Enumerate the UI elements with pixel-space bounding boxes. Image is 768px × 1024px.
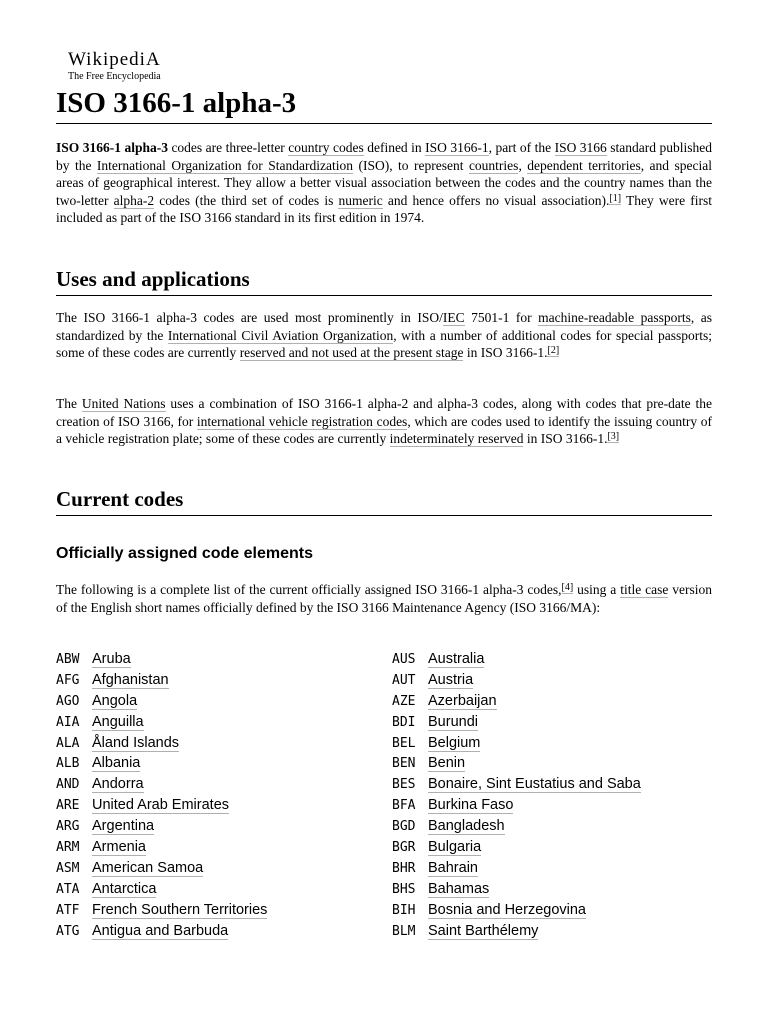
country-code: BGD xyxy=(392,819,416,835)
country-link[interactable]: Azerbaijan xyxy=(428,692,497,709)
uses-paragraph-1 xyxy=(56,309,712,362)
reference-2[interactable]: [2] xyxy=(547,345,560,357)
heading-current-codes: Current codes xyxy=(56,486,712,516)
code-list-item xyxy=(392,670,641,691)
code-list-item xyxy=(56,858,267,879)
reference-4[interactable]: [4] xyxy=(561,582,574,593)
country-code: BEN xyxy=(392,756,416,772)
code-list-item xyxy=(392,795,641,816)
country-link[interactable]: Antigua and Barbuda xyxy=(92,922,229,939)
code-column-right xyxy=(392,649,641,941)
heading-uses: Uses and applications xyxy=(56,266,712,296)
country-link[interactable]: Bonaire, Sint Eustatius and Saba xyxy=(428,776,641,793)
wikipedia-logo[interactable] xyxy=(68,50,161,83)
link-united-nations[interactable]: United Nations xyxy=(81,396,166,411)
country-link[interactable]: Burundi xyxy=(428,713,478,730)
link-iso-3166[interactable]: ISO 3166 xyxy=(554,140,607,155)
country-code: AIA xyxy=(56,714,80,730)
country-link[interactable]: Bosnia and Herzegovina xyxy=(428,901,586,918)
country-code: BLM xyxy=(392,923,416,939)
country-link[interactable]: Burkina Faso xyxy=(428,797,514,814)
country-code: ALA xyxy=(56,735,80,751)
reference-1[interactable]: [1] xyxy=(609,192,622,204)
country-code: AZE xyxy=(392,693,416,709)
country-link[interactable]: Argentina xyxy=(92,818,155,835)
text: version of the English short names officially defined by the ISO 3166 Maintenance Agency (ISO 3166/MA): xyxy=(56,582,712,615)
country-code: BEL xyxy=(392,735,416,751)
country-link[interactable]: Anguilla xyxy=(92,713,144,730)
code-list-item xyxy=(56,816,267,837)
country-link[interactable]: Antarctica xyxy=(92,880,157,897)
country-code: AND xyxy=(56,777,80,793)
text: codes (the third set of codes is xyxy=(154,192,339,208)
text: using a xyxy=(573,582,621,597)
link-icao[interactable]: International Civil Aviation Organization xyxy=(167,327,394,343)
country-code: AGO xyxy=(56,693,80,709)
country-link[interactable]: American Samoa xyxy=(92,859,204,876)
text: in ISO 3166-1. xyxy=(463,345,548,361)
country-code: ATA xyxy=(56,881,80,897)
current-codes-paragraph xyxy=(56,581,712,616)
text: in ISO 3166-1. xyxy=(523,431,608,447)
code-column-left xyxy=(56,649,267,941)
country-code: BGR xyxy=(392,840,416,856)
link-iec[interactable]: IEC xyxy=(442,310,465,325)
code-list-item xyxy=(392,691,641,712)
link-vehicle-registration-codes[interactable]: international vehicle registration codes xyxy=(196,413,408,429)
intro-bold-term: ISO 3166-1 alpha-3 xyxy=(56,140,168,155)
country-code: ALB xyxy=(56,756,80,772)
country-code: AUT xyxy=(392,672,416,688)
code-list-item xyxy=(392,921,641,942)
link-indeterminately-reserved[interactable]: indeterminately reserved xyxy=(389,431,524,447)
country-code: BIH xyxy=(392,902,416,918)
code-list-item xyxy=(392,879,641,900)
code-list-item xyxy=(392,753,641,774)
code-list-item xyxy=(56,900,267,921)
country-code: ATG xyxy=(56,923,80,939)
code-list-item xyxy=(56,733,267,754)
uses-paragraph-2 xyxy=(56,395,712,448)
reference-3[interactable]: [3] xyxy=(607,431,620,443)
code-list-item xyxy=(56,879,267,900)
text: The ISO 3166-1 alpha-3 codes are used most prominently in ISO/ xyxy=(56,310,443,325)
country-code: AFG xyxy=(56,672,80,688)
link-countries[interactable]: countries xyxy=(468,157,519,173)
country-code: BHR xyxy=(392,860,416,876)
text: , which are codes used to identify the issuing country of a vehicle registration plate; some of these codes are currently xyxy=(56,413,713,447)
country-link[interactable]: Australia xyxy=(428,651,485,667)
text: defined in xyxy=(363,140,426,155)
code-list-item xyxy=(392,837,641,858)
text: , as standardized by the xyxy=(56,310,712,343)
code-list-item xyxy=(392,900,641,921)
country-link[interactable]: United Arab Emirates xyxy=(92,797,230,814)
text: uses a combination of ISO 3166-1 alpha-2 and alpha-3 codes, along with codes that pre-date the creation of ISO 3166, for xyxy=(56,396,712,429)
code-list-item xyxy=(56,691,267,712)
country-link[interactable]: French Southern Territories xyxy=(92,901,268,918)
country-link[interactable]: Saint Barthélemy xyxy=(428,922,539,939)
code-list-item xyxy=(56,670,267,691)
country-code: AUS xyxy=(392,652,416,667)
country-code: ARM xyxy=(56,840,80,856)
link-iso-3166-1[interactable]: ISO 3166-1 xyxy=(425,140,489,155)
text: They were first included as part of the ISO 3166 standard in its first edition in 1974. xyxy=(56,192,712,226)
text: standard published by the xyxy=(56,140,712,173)
code-list-item xyxy=(56,837,267,858)
link-iso-org[interactable]: International Organization for Standardization xyxy=(96,157,353,173)
code-list-item xyxy=(392,858,641,879)
intro-paragraph xyxy=(56,139,712,227)
country-code: ARG xyxy=(56,819,80,835)
code-list-item xyxy=(56,921,267,942)
code-list-item xyxy=(56,774,267,795)
link-title-case[interactable]: title case xyxy=(620,582,669,597)
country-link[interactable]: Bulgaria xyxy=(428,839,482,856)
country-code: BES xyxy=(392,777,416,793)
country-link[interactable]: Bahamas xyxy=(428,880,490,897)
code-list-item xyxy=(392,649,641,670)
country-link[interactable]: Afghanistan xyxy=(92,671,169,688)
code-list-item xyxy=(392,733,641,754)
page-title: ISO 3166-1 alpha-3 xyxy=(56,85,712,124)
country-link[interactable]: Austria xyxy=(428,671,474,688)
link-country-codes[interactable]: country codes xyxy=(288,140,364,155)
text: , part of the xyxy=(488,140,555,155)
text: (ISO), to represent xyxy=(352,157,469,173)
code-list-item xyxy=(392,816,641,837)
link-dependent-territories[interactable]: dependent territories xyxy=(527,157,641,173)
logo-tagline: The Free Encyclopedia xyxy=(68,71,161,82)
country-link[interactable]: Bangladesh xyxy=(428,818,505,835)
country-code: BHS xyxy=(392,881,416,897)
text: codes are three-letter xyxy=(167,140,289,155)
text: 7501-1 for xyxy=(464,310,539,325)
text: , and special areas of geographical interest. They allow a better visual association between the codes and the country names than the two-letter xyxy=(56,157,712,208)
link-numeric[interactable]: numeric xyxy=(338,192,383,208)
text: and hence offers no visual association). xyxy=(382,192,610,208)
country-code: ASM xyxy=(56,860,80,876)
text: , with a number of additional codes for special passports; some of these codes are currently xyxy=(56,327,712,361)
country-code: ARE xyxy=(56,798,80,814)
country-link[interactable]: Belgium xyxy=(428,734,481,751)
logo-wordmark: WikipediA xyxy=(68,49,161,70)
country-code: BFA xyxy=(392,798,416,814)
heading-officially-assigned: Officially assigned code elements xyxy=(56,545,313,562)
country-link[interactable]: Bahrain xyxy=(428,859,478,876)
code-list-item xyxy=(56,753,267,774)
country-code: BDI xyxy=(392,714,416,730)
text: , xyxy=(518,157,528,173)
text: The following is a complete list of the current officially assigned ISO 3166-1 alpha-3 codes, xyxy=(56,582,562,597)
link-reserved-not-used[interactable]: reserved and not used at the present stage xyxy=(239,345,464,361)
country-code: ABW xyxy=(56,652,80,667)
code-list-item xyxy=(392,712,641,733)
link-machine-readable-passports[interactable]: machine-readable passports xyxy=(538,310,691,325)
country-code: ATF xyxy=(56,902,80,918)
text: The xyxy=(56,396,82,411)
country-link[interactable]: Armenia xyxy=(92,839,146,856)
country-link[interactable]: Andorra xyxy=(92,776,144,793)
code-list-item xyxy=(56,649,267,670)
country-link[interactable]: Åland Islands xyxy=(92,734,180,751)
country-link[interactable]: Albania xyxy=(92,755,141,772)
country-link[interactable]: Benin xyxy=(428,755,466,772)
code-list-item xyxy=(392,774,641,795)
code-list-item xyxy=(56,795,267,816)
country-link[interactable]: Aruba xyxy=(92,651,131,667)
link-alpha-2[interactable]: alpha-2 xyxy=(113,192,155,208)
country-link[interactable]: Angola xyxy=(92,692,138,709)
code-list-item xyxy=(56,712,267,733)
